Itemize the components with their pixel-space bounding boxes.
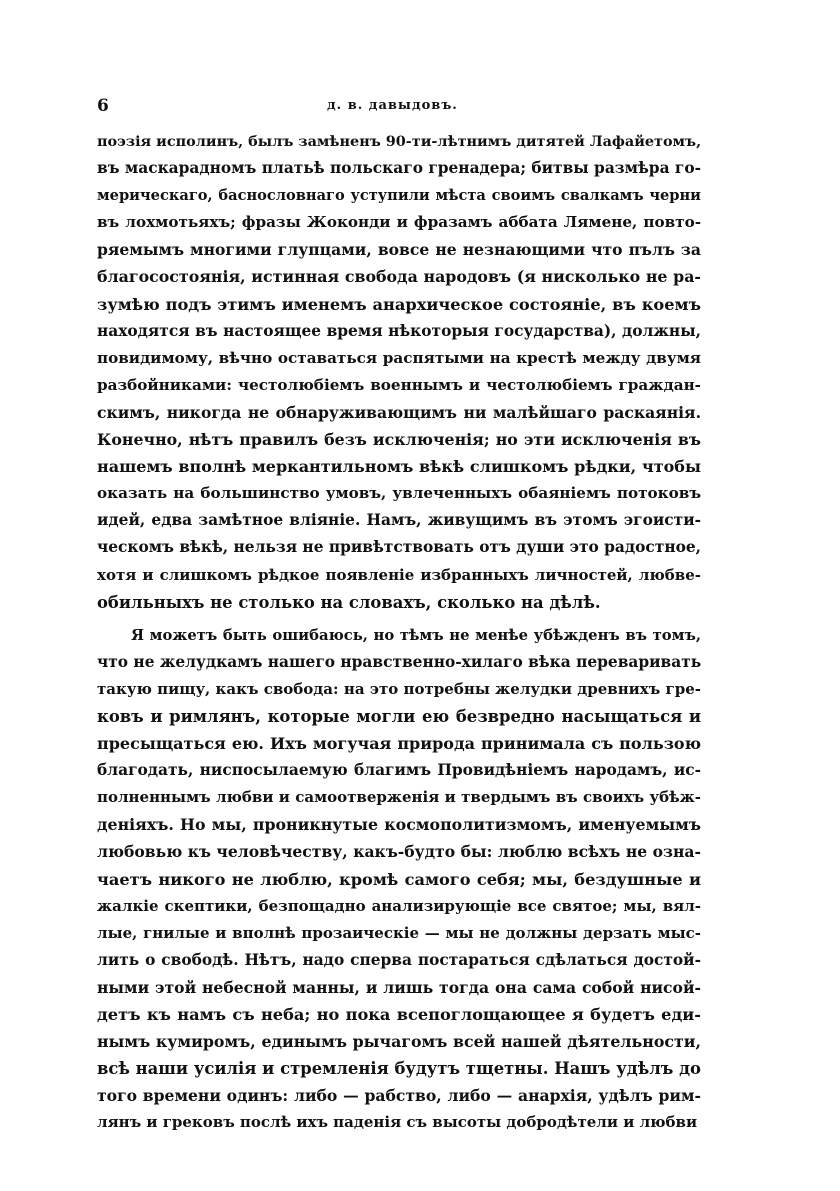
- text-line: Я можетъ быть ошибаюсь, но тѣмъ не менѣе убѣжденъ въ томъ,: [131, 626, 701, 644]
- text-line: нашемъ вполнѣ меркантильномъ вѣкѣ слишкомъ рѣдки, чтобы: [97, 457, 701, 477]
- text-line: поэзія исполинъ, былъ замѣненъ 90-ти-лѣтнимъ дитятей Лафайетомъ,: [97, 133, 701, 150]
- text-line: деніяхъ. Но мы, проникнутые космополитизмомъ, именуемымъ: [97, 815, 701, 835]
- text-line: разбойниками: честолюбіемъ военнымъ и честолюбіемъ граждан-: [97, 375, 701, 394]
- text-line: ряемымъ многими глупцами, вовсе не незнающими что пълъ за: [97, 240, 701, 260]
- text-line: скимъ, никогда не обнаруживающимъ ни малѣйшаго раскаянія.: [97, 402, 701, 422]
- text-line: пресыщаться ею. Ихъ могучая природа принимала съ пользою: [97, 734, 701, 754]
- body-text: [97, 128, 701, 1136]
- text-line: обильныхъ не столько на словахъ, сколько на дѣлѣ.: [97, 592, 601, 612]
- text-line: ными этой небесной манны, и лишь тогда она сама собой нисой-: [97, 977, 701, 997]
- text-line: детъ къ намъ съ неба; но пока всепоглощающее я будетъ еди-: [97, 1005, 701, 1024]
- text-line: повидимому, вѣчно оставаться распятыми на крестѣ между двумя: [97, 348, 701, 367]
- text-line: зумѣю подъ этимъ именемъ анархическое состояніе, въ коемъ: [97, 294, 701, 314]
- text-line: мерическаго, баснословнаго уступили мѣста своимъ свалкамъ черни: [97, 187, 701, 205]
- text-line: въ маскарадномъ платьѣ польскаго гренадера; битвы размѣра го-: [97, 159, 701, 178]
- text-line: Конечно, нѣтъ правилъ безъ исключенія; но эти исключенія въ: [97, 430, 701, 450]
- text-line: въ лохмотьяхъ; фразы Жоконди и фразамъ аббата Лямене, повто-: [97, 213, 701, 232]
- text-line: жалкіе скептики, безпощадно анализирующіе все святое; мы, вял-: [97, 896, 701, 915]
- paragraph: [97, 622, 701, 1137]
- text-line: оказать на большинство умовъ, увлеченныхъ обаяніемъ потоковъ: [97, 484, 701, 503]
- text-line: лые, гнилые и вполнѣ прозаическіе — мы не должны дерзать мыс-: [97, 923, 701, 942]
- text-line: лить о свободѣ. Нѣтъ, надо сперва постараться сдѣлаться достой-: [97, 950, 701, 969]
- page-number: 6: [97, 96, 109, 116]
- text-line: идей, едва замѣтное вліяніе. Намъ, живущимъ въ этомъ эгоисти-: [97, 511, 701, 530]
- text-line: нымъ кумиромъ, единымъ рычагомъ всей нашей дѣятельности,: [97, 1032, 701, 1052]
- paragraph: [97, 128, 701, 616]
- text-line: всѣ наши усилія и стремленія будутъ тщетны. Нашъ удѣлъ до: [97, 1059, 701, 1079]
- text-line: лянъ и грековъ послѣ ихъ паденія съ высоты добродѣтели и любви: [97, 1113, 698, 1132]
- text-line: что не желудкамъ нашего нравственно-хилаго вѣка переваривать: [97, 652, 701, 671]
- text-line: такую пищу, какъ свобода: на это потребны желудки древнихъ гре-: [97, 679, 701, 698]
- text-line: находятся въ настоящее время нѣкоторыя государства), должны,: [97, 321, 701, 340]
- text-line: полненнымъ любви и самоотверженія и твердымъ въ своихъ убѣж-: [97, 788, 701, 807]
- text-line: любовью къ человѣчеству, какъ-будто бы: люблю всѣхъ не озна-: [97, 842, 701, 862]
- text-line: благодать, ниспосылаемую благимъ Провидѣніемъ народамъ, ис-: [97, 761, 701, 780]
- page-header: [97, 96, 697, 120]
- text-line: благосостоянія, истинная свобода народовъ (я нисколько не ра-: [97, 267, 701, 287]
- text-line: чаетъ никого не люблю, кромѣ самого себя; мы, бездушные и: [97, 869, 701, 889]
- text-line: хотя и слишкомъ рѣдкое появленіе избранныхъ личностей, любве-: [97, 565, 701, 584]
- text-line: ковъ и римлянъ, которые могли ею безвредно насыщаться и: [97, 706, 701, 726]
- text-line: того времени одинъ: либо — рабство, либо — анархія, удѣлъ рим-: [97, 1086, 701, 1106]
- text-line: ческомъ вѣкѣ, нельзя не привѣтствовать отъ души это радостное,: [97, 538, 701, 557]
- running-head: д. в. давыдовъ.: [327, 98, 458, 113]
